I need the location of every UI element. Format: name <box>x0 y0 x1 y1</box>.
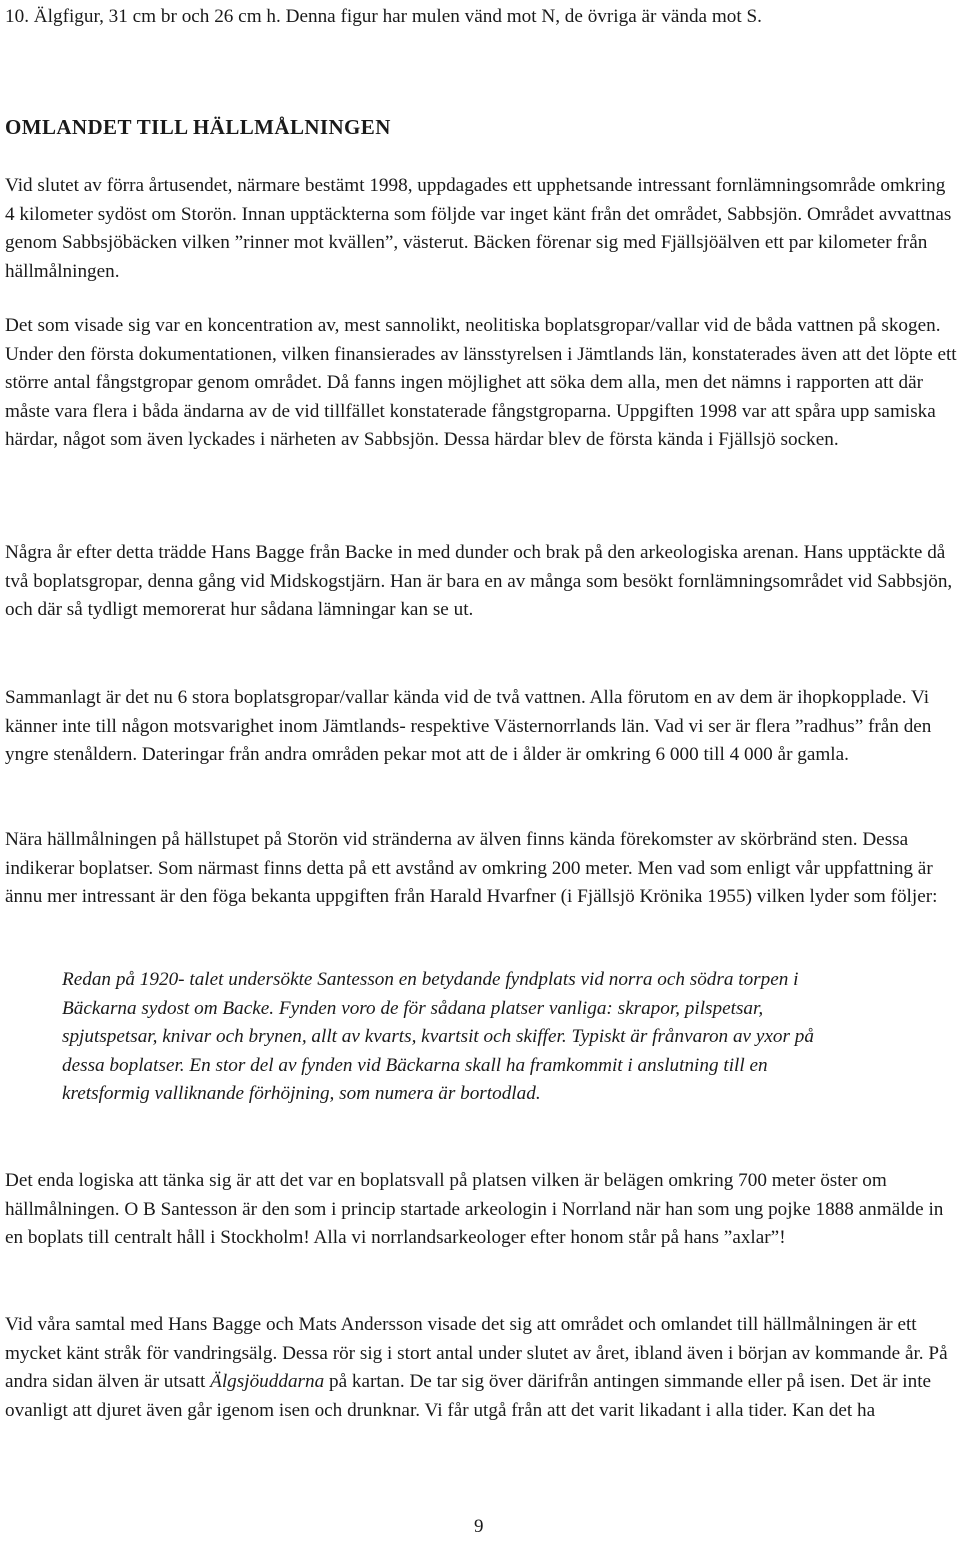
paragraph-7-text-end: på kartan. De tar sig över därifrån antingen simmande eller på isen. Det är inte ovanligt att djuret även går igenom isen och drunknar. Vi får utgå från att det varit likadant i alla tider. Kan det ha <box>5 1371 932 1421</box>
page-number: 9 <box>474 1516 484 1537</box>
paragraph-5: Nära hällmålningen på hällstupet på Storön vid stränderna av älven finns kända förekomster av skörbränd sten. Dessa indikerar boplatser. Som närmast finns detta på ett avstånd av omkring 200 meter. Men vad som enligt vår uppfattning är ännu mer intressant är den föga bekanta uppgiften från Harald Hvarfner (i Fjällsjö Krönika 1955) vilken lyder som följer: <box>5 829 938 908</box>
paragraph-2: Det som visade sig var en koncentration av, mest sannolikt, neolitiska boplatsgropar/vallar vid de båda vattnen på skogen. Under den första dokumentationen, vilken finansierades av länsstyrelsen i Jämtlands län, konstaterades även att det löpte ett större antal fångstgropar genom området. Då fanns ingen möjlighet att söka dem alla, men det nämns i rapporten att där måste vara flera i båda ändarna av de vid tillfället konstaterade fångstgroparna. Uppgiften 1998 var att spåra upp samiska härdar, något som även lyckades i närheten av Sabbsjön. Dessa härdar blev de första kända i Fjällsjö socken. <box>5 315 957 451</box>
section-heading: OMLANDET TILL HÄLLMÅLNINGEN <box>5 115 391 139</box>
paragraph-3: Några år efter detta trädde Hans Bagge från Backe in med dunder och brak på den arkeologiska arenan. Hans upptäckte då två boplatsgropar, denna gång vid Midskogstjärn. Han är bara en av många som besökt fornlämningsområdet vid Sabbsjön, och där så tydligt memorerat hur sådana lämningar kan se ut. <box>5 542 953 621</box>
place-name-emphasis: Älgsjöuddarna <box>210 1371 325 1393</box>
paragraph-6: Det enda logiska att tänka sig är att det var en boplatsvall på platsen vilken är belägen omkring 700 meter öster om hällmålningen. O B Santesson är den som i princip startade arkeologin i Norrland när han som ung pojke 1888 anmälde in en boplats till centralt håll i Stockholm! Alla vi norrlandsarkeologer efter honom står på hans ”axlar”! <box>5 1170 944 1249</box>
paragraph-7 <box>5 1311 957 1425</box>
paragraph-4: Sammanlagt är det nu 6 stora boplatsgropar/vallar kända vid de två vattnen. Alla förutom en av dem är ihopkopplade. Vi känner inte till någon motsvarighet inom Jämtlands- respektive Västernorrlands län. Vad vi ser är flera ”radhus” från den yngre stenåldern. Dateringar från andra områden pekar mot att de i ålder är omkring 6 000 till 4 000 år gamla. <box>5 687 932 766</box>
block-quote: Redan på 1920- talet undersökte Santesson en betydande fyndplats vid norra och södra torpen i Bäckarna sydost om Backe. Fynden voro de för sådana platser vanliga: skrapor, pilspetsar, spjutspetsar, knivar och brynen, allt av kvarts, kvartsit och skiffer. Typiskt är frånvaron av yxor på dessa boplatser. En stor del av fynden vid Bäckarna skall ha framkommit i anslutning till en kretsformig valliknande förhöjning, som numera är bortodlad. <box>62 969 814 1105</box>
paragraph-1: Vid slutet av förra årtusendet, närmare bestämt 1998, uppdagades ett upphetsande intressant fornlämningsområde omkring 4 kilometer sydöst om Storön. Innan upptäckterna som följde var inget känt från det området, Sabbsjön. Området avvattnas genom Sabbsjöbäcken vilken ”rinner mot kvällen”, västerut. Bäcken förenar sig med Fjällsjöälven ett par kilometer från hällmålningen. <box>5 175 952 282</box>
paragraph-7-text-start: Vid våra samtal med Hans Bagge och Mats Andersson visade det sig att området och omlandet till hällmålningen är ett mycket känt stråk för vandringsälg. Dessa rör sig i stort antal under slutet av året, ibland även i början av kommande år. På andra sidan älven är utsatt <box>5 1314 948 1393</box>
figure-caption-10: 10. Älgfigur, 31 cm br och 26 cm h. Denna figur har mulen vänd mot N, de övriga är vända mot S. <box>5 6 762 27</box>
